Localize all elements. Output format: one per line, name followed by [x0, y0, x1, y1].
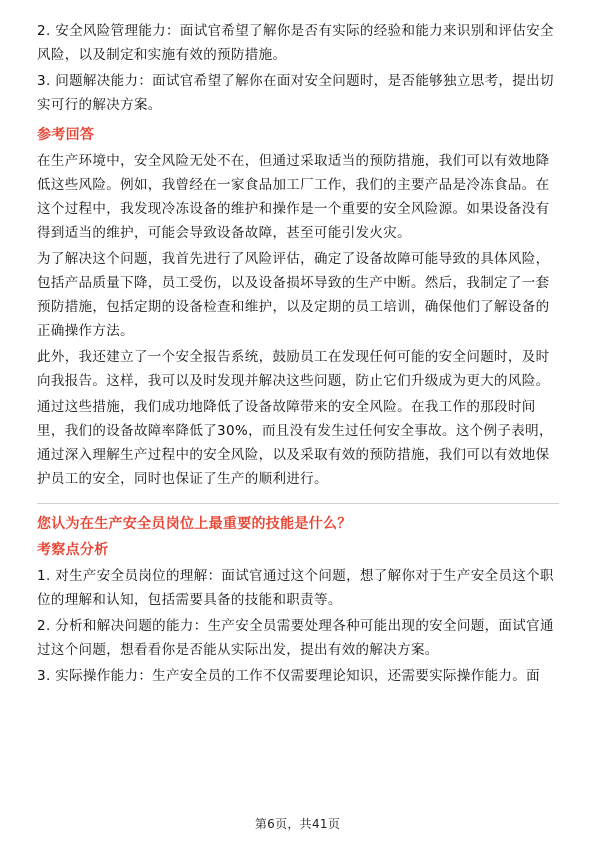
- page-content: [37, 19, 559, 688]
- analysis-heading: 考察点分析: [37, 542, 109, 558]
- section-divider: [37, 503, 559, 504]
- assessment-item-2: 2. 安全风险管理能力：面试官希望了解你是否有实际的经验和能力来识别和评估安全风险，以及制定和实施有效的预防措施。: [37, 23, 554, 63]
- analysis-item-2: 2. 分析和解决问题的能力：生产安全员需要处理各种可能出现的安全问题，面试官通过这个问题，想看看你是否能从实际出发，提出有效的解决方案。: [37, 618, 554, 658]
- analysis-item-1: 1. 对生产安全员岗位的理解：面试官通过这个问题，想了解你对于生产安全员这个职位的理解和认知，包括需要具备的技能和职责等。: [37, 568, 554, 608]
- answer-paragraph: 为了解决这个问题，我首先进行了风险评估，确定了设备故障可能导致的具体风险，包括产品质量下降，员工受伤，以及设备损坏导致的生产中断。然后，我制定了一套预防措施，包括定期的设备检查和维护，以及定期的员工培训，确保他们了解设备的正确操作方法。: [37, 251, 550, 339]
- reference-answer-heading: 参考回答: [37, 127, 95, 143]
- answer-paragraph: 通过这些措施，我们成功地降低了设备故障带来的安全风险。在我工作的那段时间里，我们的设备故障率降低了30%，而且没有发生过任何安全事故。这个例子表明，通过深入理解生产过程中的安全风险，以及采取有效的预防措施，我们可以有效地保护员工的安全，同时也保证了生产的顺利进行。: [37, 399, 553, 487]
- assessment-item-3: 3. 问题解决能力：面试官希望了解你在面对安全问题时，是否能够独立思考，提出切实可行的解决方案。: [37, 73, 554, 113]
- page-number: 第6页，共41页: [254, 817, 341, 831]
- analysis-item-3: 3. 实际操作能力：生产安全员的工作不仅需要理论知识，还需要实际操作能力。面: [37, 668, 540, 684]
- answer-paragraph: 在生产环境中，安全风险无处不在，但通过采取适当的预防措施，我们可以有效地降低这些风险。例如，我曾经在一家食品加工厂工作，我们的主要产品是冷冻食品。在这个过程中，我发现冷冻设备的维护和操作是一个重要的安全风险源。如果设备没有得到适当的维护，可能会导致设备故障，甚至可能引发火灾。: [37, 153, 550, 241]
- question-title: 您认为在生产安全员岗位上最重要的技能是什么？: [37, 516, 352, 532]
- answer-paragraph: 此外，我还建立了一个安全报告系统，鼓励员工在发现任何可能的安全问题时，及时向我报告。这样，我可以及时发现并解决这些问题，防止它们升级成为更大的风险。: [37, 349, 550, 389]
